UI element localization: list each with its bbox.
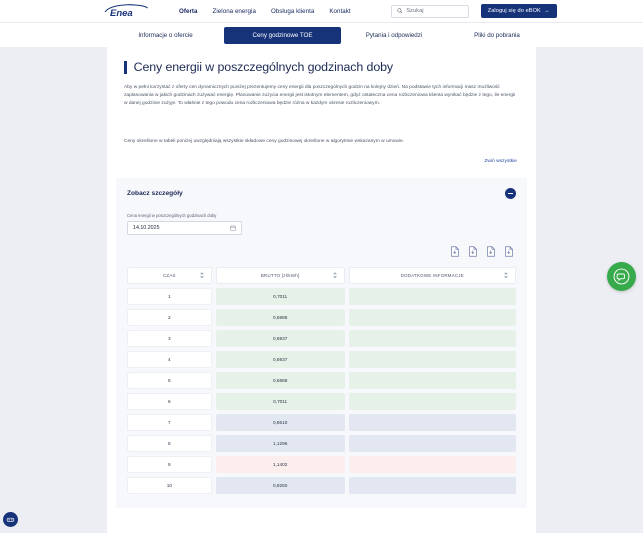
- download-file-icon-1[interactable]: [450, 246, 460, 257]
- content-card: [107, 47, 536, 533]
- login-label: Zaloguj się do eBOK: [487, 8, 541, 14]
- cell-brutto: 0,6937: [216, 351, 345, 368]
- cell-brutto: 0,9250: [216, 477, 345, 494]
- chat-bubble-icon[interactable]: [607, 262, 636, 291]
- date-value: 14.10.2025: [133, 224, 160, 231]
- table-note: Ceny określone w tabeli poniżej uwzględniają wszystkie składowe ceny godzinowej określone w algorytmie wskazanym w umowie.: [124, 138, 404, 144]
- search-input[interactable]: [391, 5, 469, 18]
- cell-brutto: 1,1296: [216, 435, 345, 452]
- table-row: [127, 330, 516, 347]
- site-header: [0, 0, 643, 23]
- nav-item-oferta[interactable]: Oferta: [179, 7, 198, 15]
- cell-dodatkowe-informacje: [349, 477, 516, 494]
- cell-czas: 10: [127, 477, 212, 494]
- download-buttons-row: [127, 246, 516, 257]
- nav-item-obsluga-klienta[interactable]: Obsługa klienta: [270, 7, 315, 15]
- enea-logo[interactable]: [103, 3, 149, 19]
- download-file-icon-4[interactable]: [504, 246, 514, 257]
- column-header-info-label: DODATKOWE INFORMACJE: [400, 272, 464, 278]
- cell-dodatkowe-informacje: [349, 288, 516, 305]
- cell-dodatkowe-informacje: [349, 435, 516, 452]
- cell-dodatkowe-informacje: [349, 456, 516, 473]
- offer-tabbar: [0, 23, 643, 47]
- title-accent-bar: [124, 61, 127, 74]
- cell-brutto: 1,1402: [216, 456, 345, 473]
- tab-ceny-godzinowe-toe[interactable]: Ceny godzinowe TOE: [224, 27, 341, 44]
- intro-paragraph: Aby w pełni korzystać z oferty cen dynamicznych poniżej prezentujemy ceny energii dla poszczególnych godzin na kolejny dzień. Na podstawie tych informacji masz możliwość zaplanowania w jakich godzinach zużywać energię. Planowanie zużycia energii jest istotnym elementem, gdyż ostateczna cena rozliczeniowa klienta wynikać będzie z tego, ile energii w danej godzinie zużyje. To właśnie z tego powodu cena rozliczeniowa będzie różna w każdym okresie rozliczeniowym.: [124, 85, 516, 107]
- cell-czas: 3: [127, 330, 212, 347]
- main-navigation: [179, 8, 351, 15]
- details-title: Zobacz szczegóły: [127, 189, 183, 197]
- column-header-czas-label: CZAS: [162, 272, 176, 278]
- cell-brutto: 0,7011: [216, 393, 345, 410]
- sort-icon-info[interactable]: [504, 272, 508, 278]
- nav-item-zielona-energia[interactable]: Zielona energia: [212, 7, 256, 15]
- column-header-czas[interactable]: [127, 267, 212, 284]
- cell-dodatkowe-informacje: [349, 351, 516, 368]
- calendar-icon[interactable]: [230, 225, 236, 231]
- table-row: [127, 456, 516, 473]
- hourly-prices-table: [127, 267, 516, 494]
- table-row: [127, 477, 516, 494]
- minus-icon[interactable]: [505, 188, 516, 199]
- cell-brutto: 0,6937: [216, 330, 345, 347]
- cell-dodatkowe-informacje: [349, 309, 516, 326]
- cell-czas: 2: [127, 309, 212, 326]
- svg-text:Enea: Enea: [110, 8, 133, 19]
- sort-icon-brutto[interactable]: [333, 272, 337, 278]
- cell-czas: 9: [127, 456, 212, 473]
- search-placeholder: Szukaj: [406, 8, 424, 14]
- details-header[interactable]: [127, 188, 516, 199]
- cell-dodatkowe-informacje: [349, 414, 516, 431]
- accessibility-glyph: [6, 515, 15, 524]
- page-body: [0, 47, 643, 533]
- chat-bubble-glyph: [613, 268, 630, 285]
- nav-item-kontakt[interactable]: Kontakt: [329, 7, 351, 15]
- table-row: [127, 414, 516, 431]
- column-header-brutto[interactable]: [216, 267, 345, 284]
- cell-czas: 4: [127, 351, 212, 368]
- cell-czas: 1: [127, 288, 212, 305]
- cell-brutto: 0,6888: [216, 372, 345, 389]
- download-file-icon-3[interactable]: [486, 246, 496, 257]
- table-body: [127, 288, 516, 494]
- login-ebok-button[interactable]: [481, 4, 557, 18]
- date-picker-input[interactable]: [127, 221, 242, 235]
- cell-dodatkowe-informacje: [349, 372, 516, 389]
- download-file-icon-2[interactable]: [468, 246, 478, 257]
- tab-pytania-i-odpowiedzi[interactable]: Pytania i odpowiedzi: [365, 31, 423, 39]
- cell-brutto: 0,8610: [216, 414, 345, 431]
- cell-czas: 7: [127, 414, 212, 431]
- accessibility-icon[interactable]: [3, 512, 18, 527]
- enea-logo-svg: [103, 3, 149, 19]
- table-row: [127, 351, 516, 368]
- tab-pliki-do-pobrania[interactable]: Pliki do pobrania: [474, 31, 520, 39]
- table-row: [127, 309, 516, 326]
- cell-brutto: 0,6888: [216, 309, 345, 326]
- cell-brutto: 0,7011: [216, 288, 345, 305]
- table-row: [127, 288, 516, 305]
- table-row: [127, 435, 516, 452]
- page-title-row: [124, 60, 536, 74]
- page-title: Ceny energii w poszczególnych godzinach doby: [133, 60, 393, 74]
- arrow-right-icon: →: [543, 8, 550, 14]
- details-panel: [116, 178, 527, 508]
- cell-dodatkowe-informacje: [349, 330, 516, 347]
- cell-dodatkowe-informacje: [349, 393, 516, 410]
- column-header-dodatkowe-informacje[interactable]: [349, 267, 516, 284]
- search-icon: [397, 8, 403, 14]
- table-row: [127, 393, 516, 410]
- cell-czas: 5: [127, 372, 212, 389]
- collapse-all-link[interactable]: Zwiń wszystkie: [484, 158, 517, 164]
- sort-icon-czas[interactable]: [200, 272, 204, 278]
- cell-czas: 8: [127, 435, 212, 452]
- table-header-row: [127, 267, 516, 284]
- date-field-label: Cena energii w poszczególnych godzinach doby: [127, 212, 217, 218]
- table-row: [127, 372, 516, 389]
- tab-informacje-o-ofercie[interactable]: Informacje o ofercie: [138, 31, 193, 39]
- column-header-brutto-label: BRUTTO [zł/kWh]: [260, 272, 300, 278]
- cell-czas: 6: [127, 393, 212, 410]
